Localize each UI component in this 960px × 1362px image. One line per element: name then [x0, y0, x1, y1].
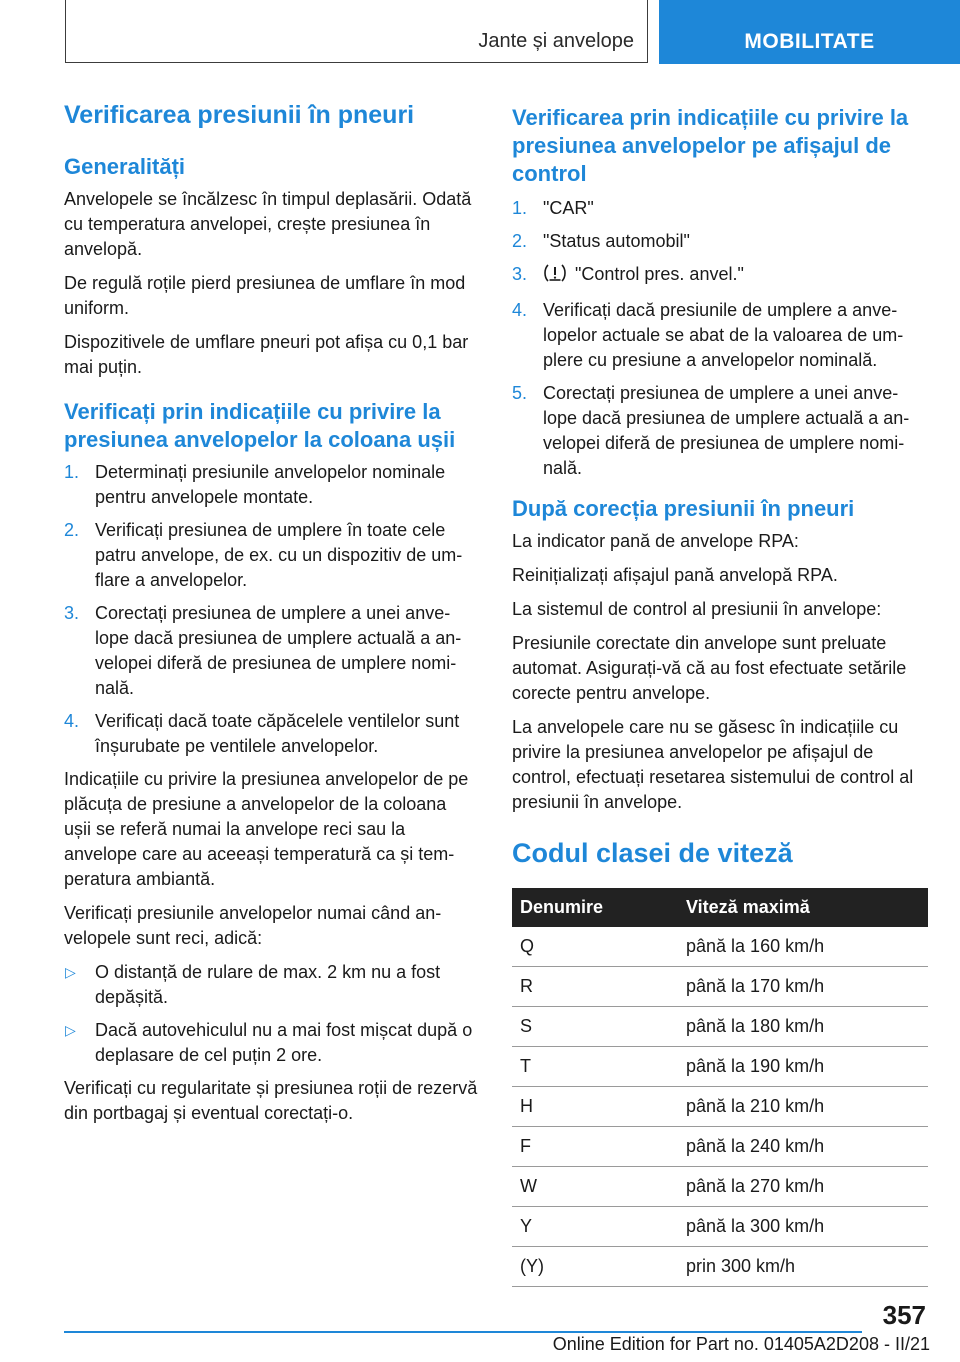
footer-divider: [64, 1331, 862, 1333]
page-title: Verificarea presiunii în pneuri: [64, 101, 415, 129]
table-row: [512, 1007, 928, 1047]
section-title: Jante și anvelope: [478, 30, 634, 52]
table-cell: R: [512, 967, 682, 1007]
door-heading: Verificați prin indicațiile cu privire la presiunea anvelopelor la coloana ușii: [64, 399, 456, 452]
cold-conditions-list: [64, 960, 478, 1068]
table-cell: Y: [512, 1207, 682, 1247]
step-text: "Control pres. anvel.": [575, 264, 744, 284]
list-item: [512, 196, 926, 221]
triangle-bullet-icon: ▷: [65, 1022, 76, 1038]
general-paragraph: Anvelopele se încălzesc în timpul deplasării. Odată cu temperatura anvelopei, crește presiunea în anvelopă.: [64, 189, 472, 259]
speed-class-table: [512, 888, 928, 1287]
after-paragraph: La sistemul de control al presiunii în anvelope:: [512, 599, 882, 619]
table-row: [512, 1167, 928, 1207]
table-cell: (Y): [512, 1247, 682, 1287]
tire-pressure-warning-icon: [543, 263, 567, 290]
table-cell: W: [512, 1167, 682, 1207]
table-row: [512, 927, 928, 967]
after-correction-heading: După corecția presiunii în pneuri: [512, 496, 855, 521]
list-item: [64, 601, 478, 701]
list-item: [512, 298, 926, 373]
step-number: 5.: [512, 383, 528, 403]
column-header-max-speed: Viteză maximă: [682, 888, 928, 927]
step-number: 2.: [512, 231, 528, 251]
list-item: [64, 709, 478, 759]
table-cell: S: [512, 1007, 682, 1047]
table-cell: până la 180 km/h: [682, 1007, 928, 1047]
speed-class-heading: Codul clasei de viteză: [512, 838, 793, 868]
display-heading: Verificarea prin indicațiile cu privire la presiunea anvelopelor pe afișajul de control: [512, 105, 909, 186]
table-cell: F: [512, 1127, 682, 1167]
step-text: Verificați presiunea de umplere în toate cele patru anvelope, de ex. cu un dispozitiv de umflare a anvelopelor.: [95, 520, 463, 590]
table-cell: până la 190 km/h: [682, 1047, 928, 1087]
list-item: [64, 960, 478, 1010]
spare-paragraph: Verificați cu regularitate și presiunea roții de rezervă din portbagaj și eventual corectați-o.: [64, 1078, 478, 1123]
column-header-designation: Denumire: [512, 888, 682, 927]
right-column: [512, 100, 926, 1287]
general-heading: Generalități: [64, 154, 186, 179]
bullet-text: Dacă autovehiculul nu a mai fost mișcat după o deplasare de cel puțin 2 ore.: [95, 1020, 473, 1065]
general-paragraph: Dispozitivele de umflare pneuri pot afișa cu 0,1 bar mai puțin.: [64, 332, 469, 377]
step-text: "Status automobil": [543, 231, 690, 251]
table-row: [512, 1207, 928, 1247]
step-number: 1.: [512, 198, 528, 218]
step-text: "CAR": [543, 198, 594, 218]
check-paragraph: Verificați presiunile anvelopelor numai când anvelopele sunt reci, adică:: [64, 903, 442, 948]
table-cell: T: [512, 1047, 682, 1087]
step-text: Verificați dacă presiunile de umplere a anvelopelor actuale se abat de la valoarea de umplere cu presiune a anvelopelor nominală.: [543, 300, 904, 370]
table-row: [512, 1087, 928, 1127]
table-row: [512, 1247, 928, 1287]
step-number: 4.: [512, 300, 528, 320]
step-number: 3.: [64, 603, 80, 623]
after-paragraph: La anvelopele care nu se găsesc în indicațiile cu privire la presiunea anvelopelor pe afișajul de control, efectuați resetarea sistemului de control al presiunii în anvelope.: [512, 717, 914, 812]
step-text: Corectați presiunea de umplere a unei anvelope dacă presiunea de umplere actuală a anvelopei diferă de presiunea de umplere nominală.: [543, 383, 910, 478]
cold-paragraph: Indicațiile cu privire la presiunea anvelopelor de pe plăcuța de presiune a anvelopelor de la coloana ușii se referă numai la anvelope reci sau la anvelope care au aceeași temperatură ca și temperatura ambiantă.: [64, 769, 469, 889]
general-paragraph: De regulă roțile pierd presiunea de umflare în mod uniform.: [64, 273, 466, 318]
triangle-bullet-icon: ▷: [65, 964, 76, 980]
table-cell: până la 240 km/h: [682, 1127, 928, 1167]
table-cell: Q: [512, 927, 682, 967]
list-item: [64, 518, 478, 593]
display-steps-list: [512, 196, 926, 481]
table-cell: până la 300 km/h: [682, 1207, 928, 1247]
table-row: [512, 1047, 928, 1087]
list-item: [512, 262, 926, 290]
step-text: Verificați dacă toate căpăcelele ventilelor sunt înșurubate pe ventilele anvelopelor.: [95, 711, 460, 756]
door-steps-list: [64, 460, 478, 759]
step-number: 4.: [64, 711, 80, 731]
after-paragraph: La indicator pană de anvelope RPA:: [512, 531, 799, 551]
list-item: [64, 460, 478, 510]
list-item: [64, 1018, 478, 1068]
list-item: [512, 381, 926, 481]
page-header: [0, 0, 960, 64]
step-number: 1.: [64, 462, 80, 482]
table-header-row: [512, 888, 928, 927]
step-text: Determinați presiunile anvelopelor nominale pentru anvelopele montate.: [95, 462, 446, 507]
edition-note: Online Edition for Part no. 01405A2D208 - II/21: [552, 1334, 930, 1354]
page-number: 357: [882, 1300, 926, 1330]
after-paragraph: Presiunile corectate din anvelope sunt preluate automat. Asigurați-vă că au fost efectuate setările corecte pentru anvelope.: [512, 633, 907, 703]
table-cell: până la 210 km/h: [682, 1087, 928, 1127]
chapter-tab[interactable]: [659, 0, 960, 64]
table-cell: până la 270 km/h: [682, 1167, 928, 1207]
chapter-label: MOBILITATE: [744, 30, 875, 53]
table-cell: până la 170 km/h: [682, 967, 928, 1007]
list-item: [512, 229, 926, 254]
table-cell: H: [512, 1087, 682, 1127]
bullet-text: O distanță de rulare de max. 2 km nu a fost depășită.: [95, 962, 441, 1007]
step-number: 3.: [512, 264, 528, 284]
left-column: [64, 100, 478, 1135]
table-row: [512, 1127, 928, 1167]
after-paragraph: Reinițializați afișajul pană anvelopă RPA.: [512, 565, 838, 585]
table-cell: prin 300 km/h: [682, 1247, 928, 1287]
table-row: [512, 967, 928, 1007]
step-number: 2.: [64, 520, 80, 540]
table-cell: până la 160 km/h: [682, 927, 928, 967]
step-text: Corectați presiunea de umplere a unei anvelope dacă presiunea de umplere actuală a anvelopei diferă de presiunea de umplere nominală.: [95, 603, 462, 698]
